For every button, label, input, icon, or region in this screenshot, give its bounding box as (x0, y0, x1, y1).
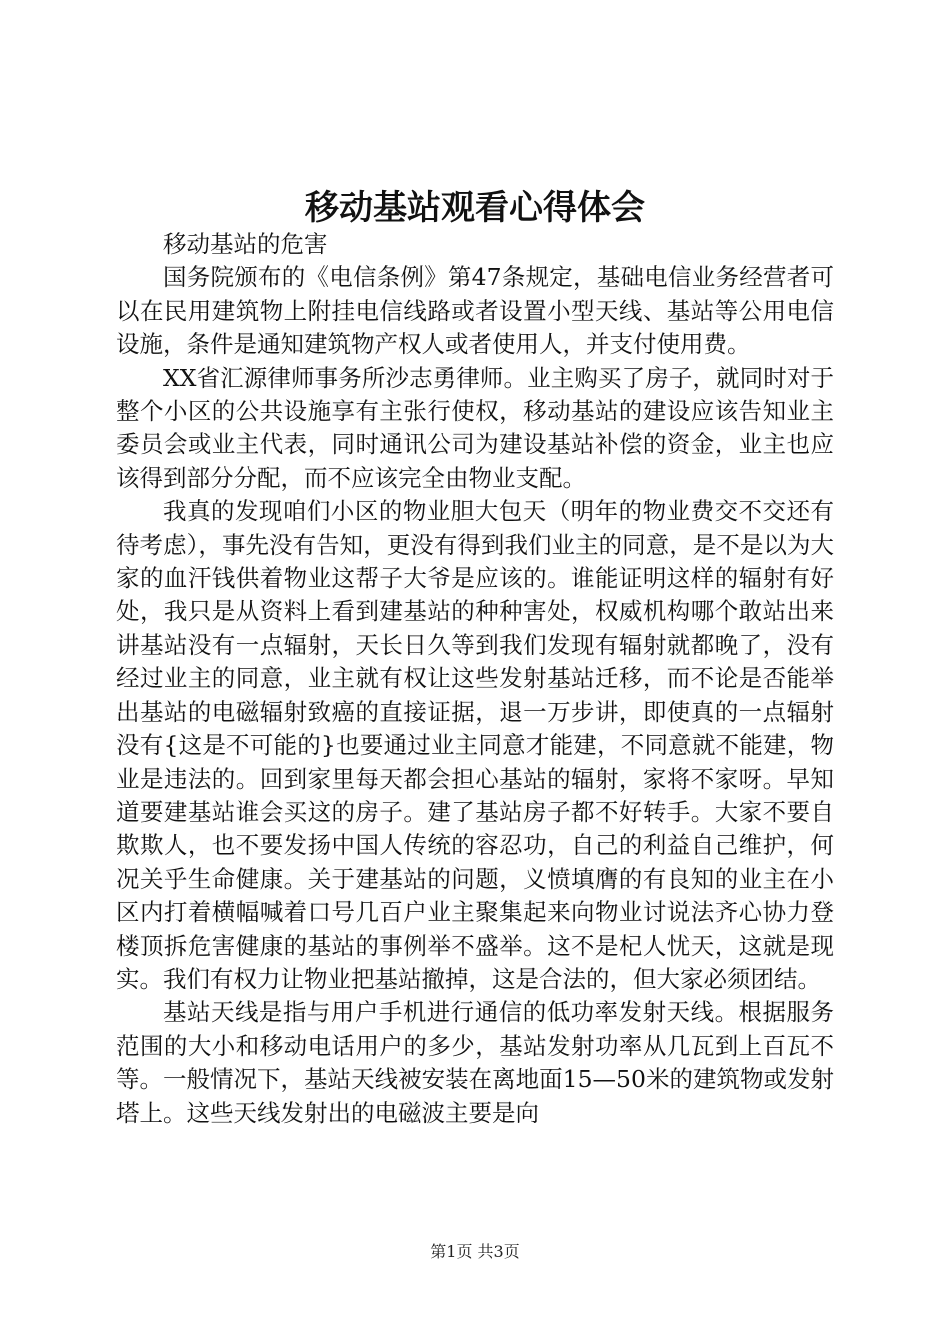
paragraph: 我真的发现咱们小区的物业胆大包天（明年的物业费交不交还有待考虑），事先没有告知，更没有得到我们业主的同意，是不是以为大家的血汗钱供着物业这帮子大爷是应该的。谁能证明这样的辐射有好处，我只是从资料上看到建基站的种种害处，权威机构哪个敢站出来讲基站没有一点辐射，天长日久等到我们发现有辐射就都晚了，没有经过业主的同意，业主就有权让这些发射基站迁移，而不论是否能举出基站的电磁辐射致癌的直接证据，退一万步讲，即使真的一点辐射没有{这是不可能的}也要通过业主同意才能建，不同意就不能建，物业是违法的。回到家里每天都会担心基站的辐射，家将不家呀。早知道要建基站谁会买这的房子。建了基站房子都不好转手。大家不要自欺欺人，也不要发扬中国人传统的容忍功，自己的利益自己维护，何况关乎生命健康。关于建基站的问题，义愤填膺的有良知的业主在小区内打着横幅喊着口号几百户业主聚集起来向物业讨说法齐心协力登楼顶拆危害健康的基站的事例举不盛举。这不是杞人忧天，这就是现实。我们有权力让物业把基站撤掉，这是合法的，但大家必须团结。 (116, 497, 834, 993)
section-heading: 移动基站的危害 (163, 230, 328, 258)
document-title: 移动基站观看心得体会 (305, 188, 645, 228)
paragraph: 基站天线是指与用户手机进行通信的低功率发射天线。根据服务范围的大小和移动电话用户的多少，基站发射功率从几瓦到上百瓦不等。一般情况下，基站天线被安装在离地面15—50米的建筑物或发射塔上。这些天线发射出的电磁波主要是向 (116, 998, 834, 1127)
page-number-footer: 第1页 共3页 (430, 1242, 520, 1261)
document-body (116, 228, 834, 1130)
paragraph: 国务院颁布的《电信条例》第47条规定，基础电信业务经营者可以在民用建筑物上附挂电信线路或者设置小型天线、基站等公用电信设施，条件是通知建筑物产权人或者使用人，并支付使用费。 (116, 263, 834, 359)
paragraph: XX省汇源律师事务所沙志勇律师。业主购买了房子，就同时对于整个小区的公共设施享有主张行使权，移动基站的建设应该告知业主委员会或业主代表，同时通讯公司为建设基站补偿的资金，业主也应该得到部分分配，而不应该完全由物业支配。 (116, 363, 834, 492)
